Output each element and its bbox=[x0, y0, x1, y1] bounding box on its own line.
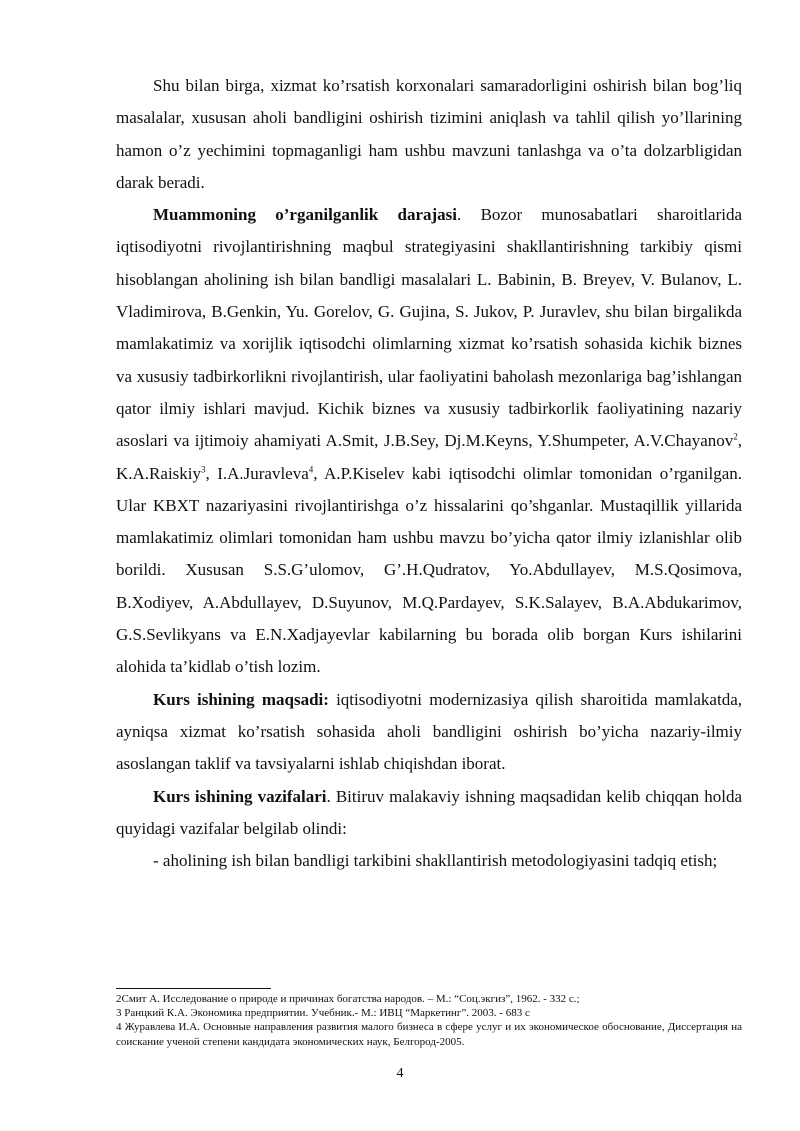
research-level-text-a: . Bozor munosabatlari sharoitlarida iqtisodiyotni rivojlantirishning maqbul strategiyasini shakllantirishning tarkibiy qismi hisoblangan aholining ish bilan bandligi masalalari L. Babinin, B. Breyev, V. Bulanov, L. Vladimirova, B.Genkin, Yu. Gorelov, G. Gujina, S. Jukov, P. Juravlev, shu bilan birgalikda mamlakatimiz va xorijlik iqtisodchi olimlarning xizmat ko’rsatish sohasida kichik biznes va xususiy tadbirkorlikni rivojlantirish, ular faoliyatini baholash mezonlariga bag’ishlangan qator ilmiy ishlari mavjud. Kichik biznes va xususiy tadbirkorlik faoliyatining nazariy asoslari va ijtimoiy ahamiyati A.Smit, J.B.Sey, Dj.M.Keyns, Y.Shumpeter, A.V.Chayanov bbox=[116, 205, 742, 451]
footnote-ref-3: 3 bbox=[201, 463, 206, 474]
research-level-text-c: , I.A.Juravleva bbox=[205, 463, 309, 483]
paragraph-task-item: - aholining ish bilan bandligi tarkibini shakllantirish metodologiyasini tadqiq etish; bbox=[153, 851, 718, 871]
heading-research-level: Muammoning o’rganilganlik darajasi bbox=[153, 205, 458, 225]
paragraph-intro: Shu bilan birga, xizmat ko’rsatish korxonalari samaradorligini oshirish bilan bog’liq masalalar, xususan aholi bandligini oshirish tizimini aniqlash va tahlil qilish yo’llarining hamon o’z yechimini topmaganligi ham ushbu mavzuni tanlashga va o’ta dolzarbligidan darak beradi. bbox=[116, 76, 742, 192]
heading-tasks: Kurs ishining vazifalari bbox=[153, 786, 327, 806]
body-text bbox=[116, 70, 742, 877]
paragraph-goal bbox=[116, 684, 742, 781]
footnote-ref-2: 2 bbox=[733, 431, 738, 442]
paragraph-research-level bbox=[116, 199, 742, 683]
footnote-separator bbox=[116, 988, 271, 989]
tasks-text: . Bitiruv malakaviy ishning maqsadidan kelib chiqqan holda quyidagi vazifalar belgilab olindi: bbox=[116, 786, 742, 838]
footnotes bbox=[116, 992, 742, 1049]
heading-goal: Kurs ishining maqsadi: bbox=[153, 689, 329, 709]
footnote-2: 2Смит А. Исследование о природе и причинах богатства народов. – М.: “Соц.экгиз”, 1962. - 332 с.; bbox=[116, 993, 580, 1005]
goal-text: iqtisodiyotni modernizasiya qilish sharoitida mamlakatda, ayniqsa xizmat ko’rsatish sohasida aholi bandligini oshirish bo’yicha nazariy-ilmiy asoslangan taklif va tavsiyalarni ishlab chiqishdan iborat. bbox=[116, 689, 742, 774]
footnote-ref-4: 4 bbox=[308, 463, 314, 474]
research-level-text-d: , A.P.Kiselev kabi iqtisodchi olimlar tomonidan o’rganilgan. Ular KBXT nazariyasini rivojlantirishga o’z hissalarini qo’shganlar. Mustaqillik yillarida mamlakatimiz olimlari tomonidan ham ushbu mavzu bo’yicha qator ilmiy izlanishlar olib borildi. Xususan S.S.G’ulomov, G’.H.Qudratov, Yo.Abdullayev, M.S.Qosimova, B.Xodiyev, A.Abdullayev, D.Suyunov, M.Q.Pardayev, S.K.Salayev, B.A.Abdukarimov, G.S.Sevlikyans va E.N.Xadjayevlar kabilarning bu borada olib borgan Kurs ishilarini alohida ta’kidlab o’tish lozim. bbox=[116, 463, 743, 677]
research-level-text-b: , K.A.Raiskiy bbox=[116, 431, 742, 483]
footnote-3: 3 Ранцкий К.А. Экономика предприятии. Учебник.- М.: ИВЦ “Маркетинг”. 2003. - 683 с bbox=[116, 1007, 530, 1020]
footnote-4: 4 Журавлева И.А. Основные направления развития малого бизнеса в сфере услуг и их экономическое обоснование, Диссертация на соискание ученой степени кандидата экономических наук, Белгород-2005. bbox=[116, 1021, 742, 1048]
page-number: 4 bbox=[396, 1066, 404, 1081]
paragraph-tasks bbox=[116, 781, 742, 846]
